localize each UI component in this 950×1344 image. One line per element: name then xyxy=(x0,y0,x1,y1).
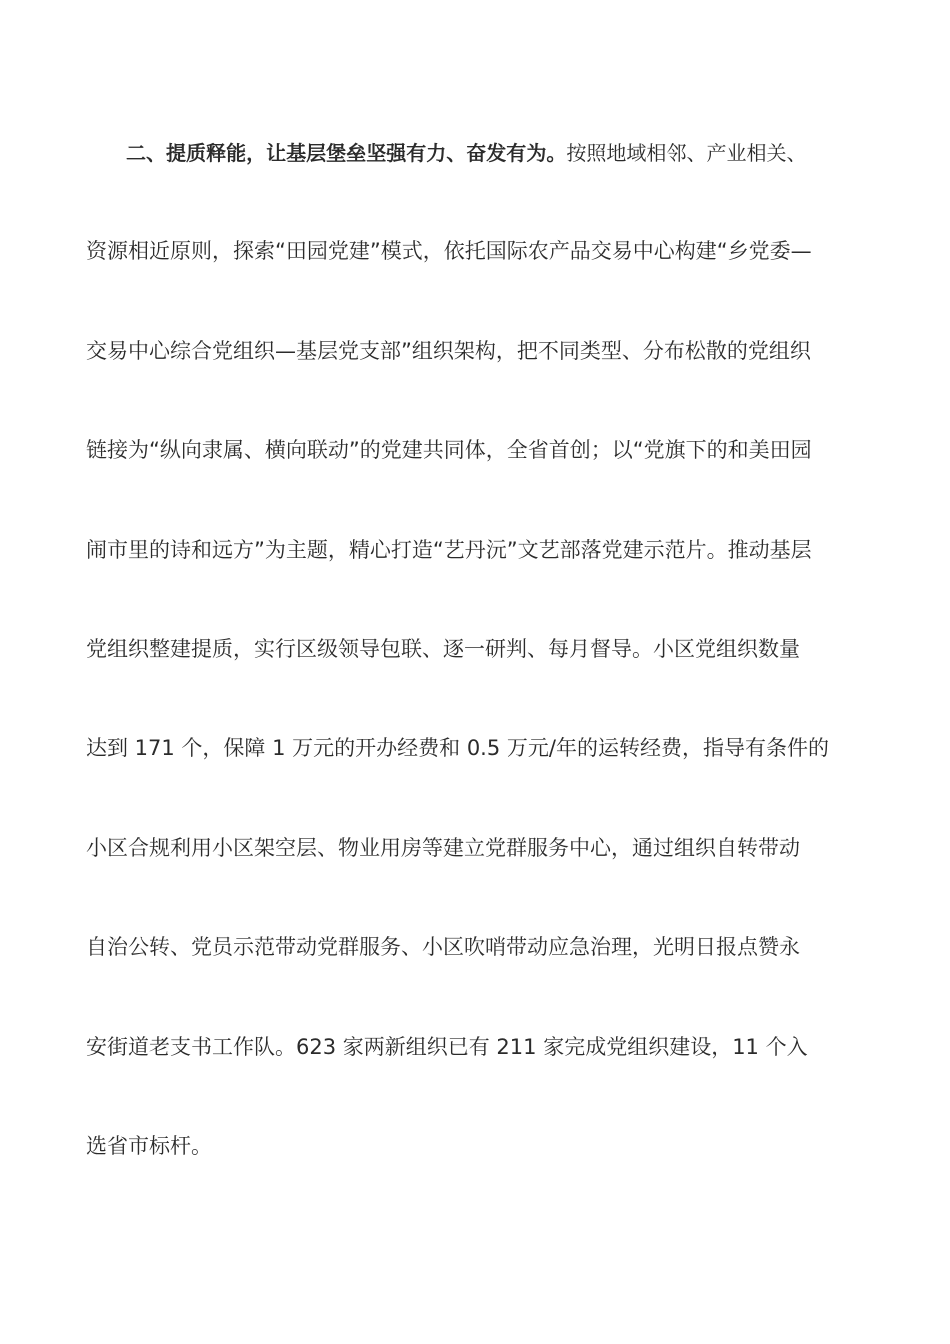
paragraph-line-9: 自治公转、党员示范带动党群服务、小区吹哨带动应急治理，光明日报点赞永 xyxy=(86,935,800,959)
paragraph-line-3: 交易中心综合党组织—基层党支部”组织架构，把不同类型、分布松散的党组织 xyxy=(86,339,811,363)
paragraph-line-11: 选省市标杆。 xyxy=(86,1134,212,1158)
paragraph-line-4: 链接为“纵向隶属、横向联动”的党建共同体，全省首创；以“党旗下的和美田园 xyxy=(86,438,812,462)
paragraph-text: 按照地域相邻、产业相关、 xyxy=(566,141,807,165)
paragraph-heading: 二、提质释能，让基层堡垒坚强有力、奋发有为。 xyxy=(126,141,567,165)
paragraph-line-2: 资源相近原则，探索“田园党建”模式，依托国际农产品交易中心构建“乡党委— xyxy=(86,239,812,263)
paragraph-line-5: 闹市里的诗和远方”为主题，精心打造“艺丹沅”文艺部落党建示范片。推动基层 xyxy=(86,538,812,562)
paragraph-line-10: 安街道老支书工作队。623 家两新组织已有 211 家完成党组织建设，11 个入 xyxy=(86,1035,808,1059)
paragraph-line-8: 小区合规利用小区架空层、物业用房等建立党群服务中心，通过组织自转带动 xyxy=(86,836,800,860)
paragraph-line-7: 达到 171 个，保障 1 万元的开办经费和 0.5 万元/年的运转经费，指导有条件的 xyxy=(86,736,829,760)
paragraph-line-1 xyxy=(126,138,906,168)
paragraph-line-6: 党组织整建提质，实行区级领导包联、逐一研判、每月督导。小区党组织数量 xyxy=(86,637,800,661)
